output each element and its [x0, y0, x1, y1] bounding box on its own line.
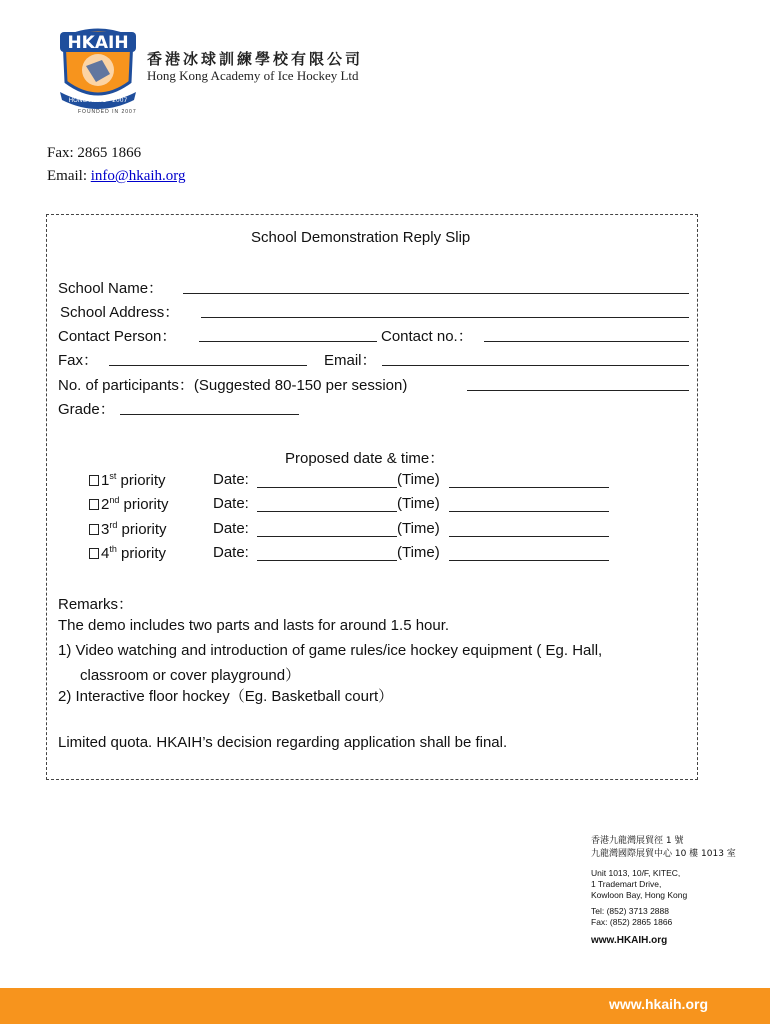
reply-slip [46, 214, 698, 780]
time-label: (Time) [397, 520, 440, 537]
time-label: (Time) [397, 495, 440, 512]
contact-no-field[interactable] [484, 341, 689, 342]
school-address-field[interactable] [201, 317, 689, 318]
date-label: Date: [213, 544, 249, 561]
email-field-label: Email： [324, 352, 377, 369]
email-label: Email: [47, 168, 91, 184]
date-label: Date: [213, 495, 249, 512]
contact-no-label: Contact no.： [381, 328, 473, 345]
remark-item-1-cont: classroom or cover playground） [80, 667, 301, 684]
contact-person-field[interactable] [199, 341, 377, 342]
school-address-label: School Address： [60, 304, 180, 321]
participants-field[interactable] [467, 390, 689, 391]
school-name-label: School Name： [58, 280, 164, 297]
priority-checkbox[interactable] [89, 475, 99, 486]
address-cn-1: 香港九龍灣展貿徑 1 號 [591, 836, 684, 846]
address-website[interactable]: www.HKAIH.org [591, 935, 668, 946]
priority-label: 3rd priority [89, 520, 167, 538]
header-fax: Fax: 2865 1866 [47, 145, 142, 161]
fax-field[interactable] [109, 365, 307, 366]
date-field[interactable] [257, 511, 397, 512]
address-fax: Fax: (852) 2865 1866 [591, 917, 673, 927]
quota-note: Limited quota. HKAIH’s decision regarding application shall be final. [58, 734, 508, 751]
footer-bar [0, 988, 770, 1024]
contact-person-label: Contact Person： [58, 328, 177, 345]
date-field[interactable] [257, 487, 397, 488]
grade-field[interactable] [120, 414, 299, 415]
grade-label: Grade： [58, 401, 115, 418]
remarks-intro: The demo includes two parts and lasts for around 1.5 hour. [58, 617, 450, 634]
priority-checkbox[interactable] [89, 524, 99, 535]
remark-item-2: 2) Interactive floor hockey（Eg. Basketball court） [58, 688, 394, 705]
address-cn-2: 九龍灣國際展貿中心 10 樓 1013 室 [591, 849, 736, 859]
participants-label: No. of participants：(Suggested 80-150 per session) [58, 377, 408, 394]
fax-label: Fax： [58, 352, 99, 369]
school-name-field[interactable] [183, 293, 689, 294]
address-en-2: 1 Trademart Drive, [591, 879, 662, 889]
header-email [47, 168, 186, 185]
time-label: (Time) [397, 544, 440, 561]
date-field[interactable] [257, 560, 397, 561]
date-field[interactable] [257, 536, 397, 537]
time-field[interactable] [449, 560, 609, 561]
address-tel: Tel: (852) 3713 2888 [591, 906, 669, 916]
remarks-title: Remarks： [58, 596, 134, 613]
time-field[interactable] [449, 511, 609, 512]
time-field[interactable] [449, 536, 609, 537]
email-link[interactable]: info@hkaih.org [90, 168, 186, 184]
logo-ribbon: HONG KONG · 2007 [68, 97, 128, 104]
date-label: Date: [213, 520, 249, 537]
priority-checkbox[interactable] [89, 499, 99, 510]
hkaih-logo [56, 22, 140, 118]
proposed-title: Proposed date & time： [285, 450, 445, 467]
address-en-3: Kowloon Bay, Hong Kong [591, 890, 688, 900]
slip-title: School Demonstration Reply Slip [251, 229, 471, 246]
time-label: (Time) [397, 471, 440, 488]
logo-text: HKAIH [67, 33, 129, 53]
priority-label: 4th priority [89, 544, 166, 562]
org-name-cn: 香港冰球訓練學校有限公司 [147, 50, 364, 68]
time-field[interactable] [449, 487, 609, 488]
address-en-1: Unit 1013, 10/F, KITEC, [591, 868, 681, 878]
priority-label: 1st priority [89, 471, 166, 489]
date-label: Date: [213, 471, 249, 488]
footer-url[interactable]: www.hkaih.org [608, 996, 708, 1012]
email-field[interactable] [382, 365, 689, 366]
remark-item-1: 1) Video watching and introduction of game rules/ice hockey equipment ( Eg. Hall, [58, 642, 603, 659]
priority-label: 2nd priority [89, 495, 169, 513]
founded-label: FOUNDED IN 2007 [78, 109, 137, 115]
org-name-en: Hong Kong Academy of Ice Hockey Ltd [147, 68, 359, 83]
priority-checkbox[interactable] [89, 548, 99, 559]
